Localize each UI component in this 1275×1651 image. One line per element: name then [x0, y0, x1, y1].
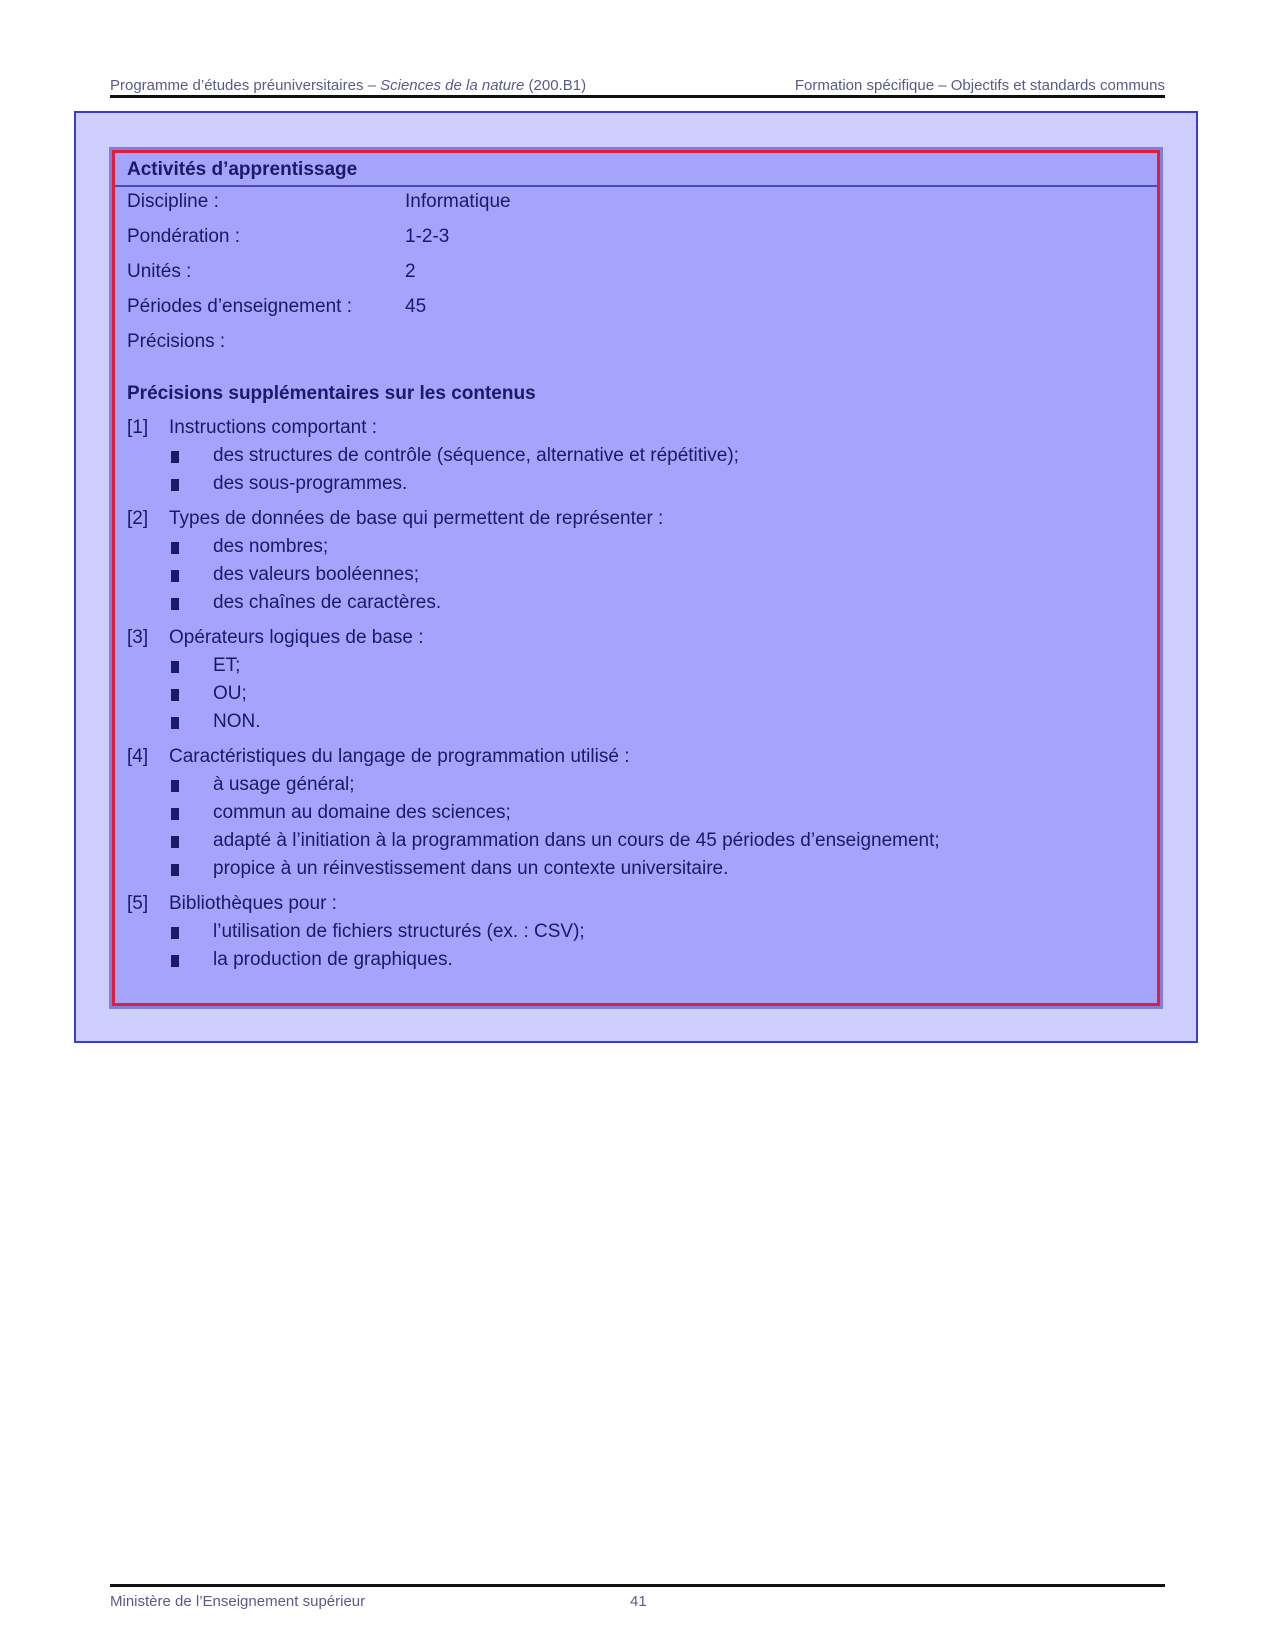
sub-item-text: adapté à l’initiation à la programmation dans un cours de 45 périodes d’enseignement;: [213, 830, 940, 851]
sub-item-text: OU;: [213, 683, 247, 704]
bullet-icon: [171, 570, 179, 582]
sub-item-text: des chaînes de caractères.: [213, 592, 442, 613]
item-number: [3]: [127, 627, 149, 648]
field-label: Périodes d’enseignement :: [127, 296, 352, 317]
item-text: Bibliothèques pour :: [169, 893, 337, 914]
field-value: 1-2-3: [405, 226, 450, 247]
sub-item-text: des structures de contrôle (séquence, alternative et répétitive);: [213, 445, 739, 466]
item-text: Instructions comportant :: [169, 417, 378, 438]
sub-item-text: NON.: [213, 711, 261, 732]
sub-item-text: des sous-programmes.: [213, 473, 408, 494]
page-number: 41: [630, 1593, 647, 1610]
sub-item-text: des nombres;: [213, 536, 329, 557]
field-label: Précisions :: [127, 331, 226, 352]
sub-item-text: la production de graphiques.: [213, 949, 453, 970]
item-number: [1]: [127, 417, 149, 438]
sub-item-text: propice à un réinvestissement dans un contexte universitaire.: [213, 858, 729, 879]
header-program-name: Sciences de la nature: [380, 77, 525, 94]
bullet-icon: [171, 542, 179, 554]
activities-box: [112, 150, 1160, 1006]
item-text: Types de données de base qui permettent de représenter :: [169, 508, 664, 529]
field-value: Informatique: [405, 191, 511, 212]
sub-item-text: des valeurs booléennes;: [213, 564, 419, 585]
item-text: Caractéristiques du langage de programmation utilisé :: [169, 746, 630, 767]
header-program-code: (200.B1): [524, 77, 587, 94]
bullet-icon: [171, 689, 179, 701]
bullet-icon: [171, 780, 179, 792]
bullet-icon: [171, 661, 179, 673]
section-title: Précisions supplémentaires sur les contenus: [127, 383, 536, 404]
sub-item-text: l’utilisation de fichiers structurés (ex. : CSV);: [213, 921, 585, 942]
footer-ministry: Ministère de l’Enseignement supérieur: [110, 1593, 366, 1610]
header-program-prefix: Programme d’études préuniversitaires –: [110, 77, 381, 94]
header-program: [110, 77, 586, 94]
bullet-icon: [171, 864, 179, 876]
page-header: [110, 75, 1165, 98]
sub-item-text: commun au domaine des sciences;: [213, 802, 511, 823]
bullet-icon: [171, 836, 179, 848]
page-footer: [110, 1584, 1165, 1610]
field-value: 2: [405, 261, 416, 282]
field-label: Unités :: [127, 261, 192, 282]
bullet-icon: [171, 479, 179, 491]
field-label: Discipline :: [127, 191, 219, 212]
item-number: [5]: [127, 893, 149, 914]
sub-item-text: ET;: [213, 655, 241, 676]
box-title: Activités d’apprentissage: [127, 159, 358, 180]
bullet-icon: [171, 717, 179, 729]
field-label: Pondération :: [127, 226, 241, 247]
bullet-icon: [171, 808, 179, 820]
sub-item-text: à usage général;: [213, 774, 355, 795]
bullet-icon: [171, 451, 179, 463]
item-number: [2]: [127, 508, 149, 529]
item-number: [4]: [127, 746, 149, 767]
bullet-icon: [171, 955, 179, 967]
item-text: Opérateurs logiques de base :: [169, 627, 424, 648]
field-value: 45: [405, 296, 427, 317]
bullet-icon: [171, 927, 179, 939]
title-divider: [115, 185, 1157, 187]
bullet-icon: [171, 598, 179, 610]
header-section: Formation spécifique – Objectifs et standards communs: [794, 77, 1165, 94]
